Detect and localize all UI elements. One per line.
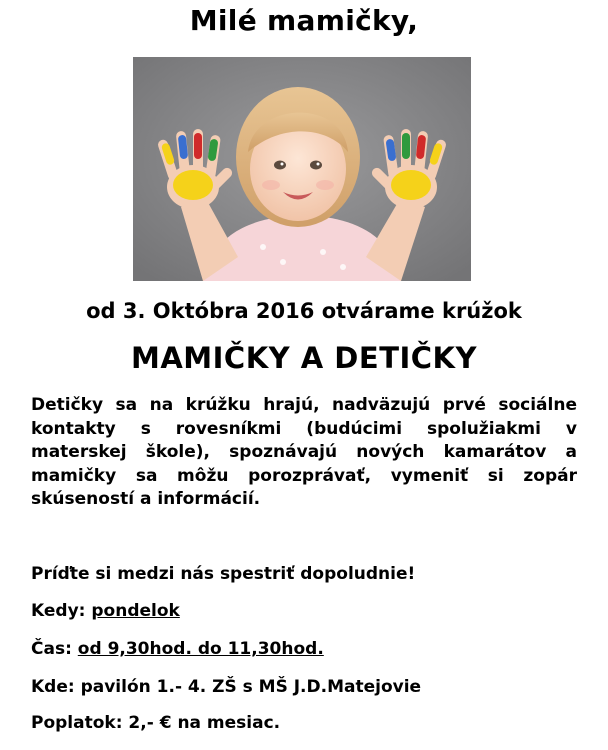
- where-line: Kde: pavilón 1.- 4. ZŠ s MŠ J.D.Matejovie: [31, 677, 422, 697]
- fee-line: Poplatok: 2,- € na mesiac.: [31, 713, 281, 733]
- when-value: pondelok: [91, 601, 180, 621]
- time-value: od 9,30hod. do 11,30hod.: [77, 639, 324, 659]
- time-line: [31, 638, 591, 660]
- club-title: MAMIČKY A DETIČKY: [130, 341, 478, 375]
- when-line: [31, 600, 591, 622]
- invitation-line: Príďte si medzi nás spestriť dopoludnie!: [31, 564, 416, 584]
- child-photo: [133, 57, 471, 281]
- when-label: Kedy:: [31, 601, 86, 621]
- greeting-heading: Milé mamičky,: [189, 4, 419, 37]
- time-label: Čas:: [31, 639, 72, 659]
- club-description: Detičky sa na krúžku hrajú, nadväzujú prvé sociálne kontakty s rovesníkmi (budúcimi spolužiakmi v materskej škole), spoznávajú nových kamarátov a mamičky sa môžu porozprávať, vymeniť si zopár skúseností a informácií.: [31, 395, 577, 509]
- opening-date-line: od 3. Októbra 2016 otvárame krúžok: [86, 299, 522, 323]
